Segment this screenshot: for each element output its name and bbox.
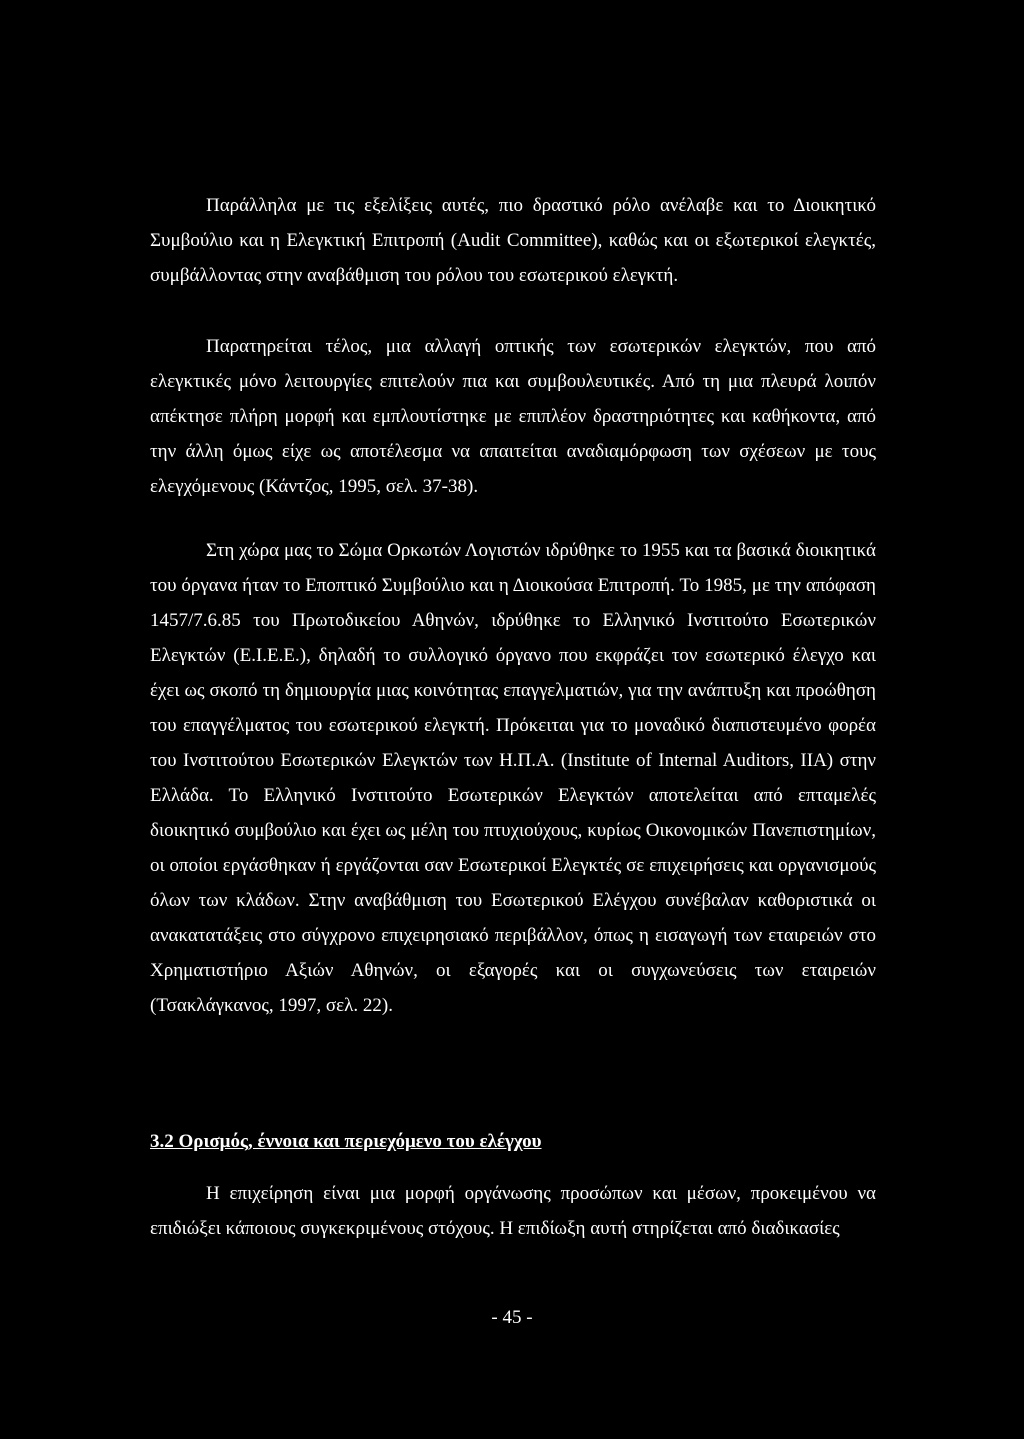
section-heading: 3.2 Ορισμός, έννοια και περιεχόμενο του ελέγχου bbox=[150, 1131, 542, 1152]
paragraph-business-definition: Η επιχείρηση είναι μια μορφή οργάνωσης προσώπων και μέσων, προκειμένου να επιδιώξει κάποιους συγκεκριμένους στόχους. Η επιδίωξη αυτή στηρίζεται από διαδικασίες bbox=[150, 1183, 876, 1239]
paragraph-institute-history: Στη χώρα μας το Σώμα Ορκωτών Λογιστών ιδρύθηκε το 1955 και τα βασικά διοικητικά του όργανα ήταν το Εποπτικό Συμβούλιο και η Διοικούσα Επιτροπή. Το 1985, με την απόφαση 1457/7.6.85 του Πρωτοδικείου Αθηνών, ιδρύθηκε το Ελληνικό Ινστιτούτο Εσωτερικών Ελεγκτών (Ε.Ι.Ε.Ε.), δηλαδή το συλλογικό όργανο που εκφράζει τον εσωτερικό έλεγχο και έχει ως σκοπό τη δημιουργία μιας κοινότητας επαγγελματιών, για την ανάπτυξη και προώθηση του επαγγέλματος του εσωτερικού ελεγκτή. Πρόκειται για το μοναδικό διαπιστευμένο φορέα του Ινστιτούτου Εσωτερικών Ελεγκτών των Η.Π.Α. (Institute of Internal Auditors, ΙΙΑ) στην Ελλάδα. Το Ελληνικό Ινστιτούτο Εσωτερικών Ελεγκτών αποτελείται από επταμελές διοικητικό συμβούλιο και έχει ως μέλη του πτυχιούχους, κυρίως Οικονομικών Πανεπιστημίων, οι οποίοι εργάσθηκαν ή εργάζονται σαν Εσωτερικοί Ελεγκτές σε επιχειρήσεις και οργανισμούς όλων των κλάδων. Στην αναβάθμιση του Εσωτερικού Ελέγχου συνέβαλαν καθοριστικά οι ανακατατάξεις στο σύγχρονο επιχειρησιακό περιβάλλον, όπως η εισαγωγή των εταιρειών στο Χρηματιστήριο Αξιών Αθηνών, οι εξαγορές και οι συγχωνεύσεις των εταιρειών (Τσακλάγκανος, 1997, σελ. 22). bbox=[150, 540, 876, 1016]
paragraph-advisory-role: Παρατηρείται τέλος, μια αλλαγή οπτικής των εσωτερικών ελεγκτών, που από ελεγκτικές μόνο λειτουργίες επιτελούν πια και συμβουλευτικές. Από τη μια πλευρά λοιπόν απέκτησε πλήρη μορφή και εμπλουτίστηκε με επιπλέον δραστηριότητες και καθήκοντα, από την άλλη όμως είχε ως αποτέλεσμα να απαιτείται αναδιαμόρφωση των σχέσεων με τους ελεγχόμενους (Κάντζος, 1995, σελ. 37-38). bbox=[150, 336, 876, 497]
paragraph-board-and-audit-committee: Παράλληλα με τις εξελίξεις αυτές, πιο δραστικό ρόλο ανέλαβε και το Διοικητικό Συμβούλιο και η Ελεγκτική Επιτροπή (Audit Committee), καθώς και οι εξωτερικοί ελεγκτές, συμβάλλοντας στην αναβάθμιση του ρόλου του εσωτερικού ελεγκτή. bbox=[150, 195, 876, 286]
page-number: - 45 - bbox=[491, 1307, 533, 1328]
